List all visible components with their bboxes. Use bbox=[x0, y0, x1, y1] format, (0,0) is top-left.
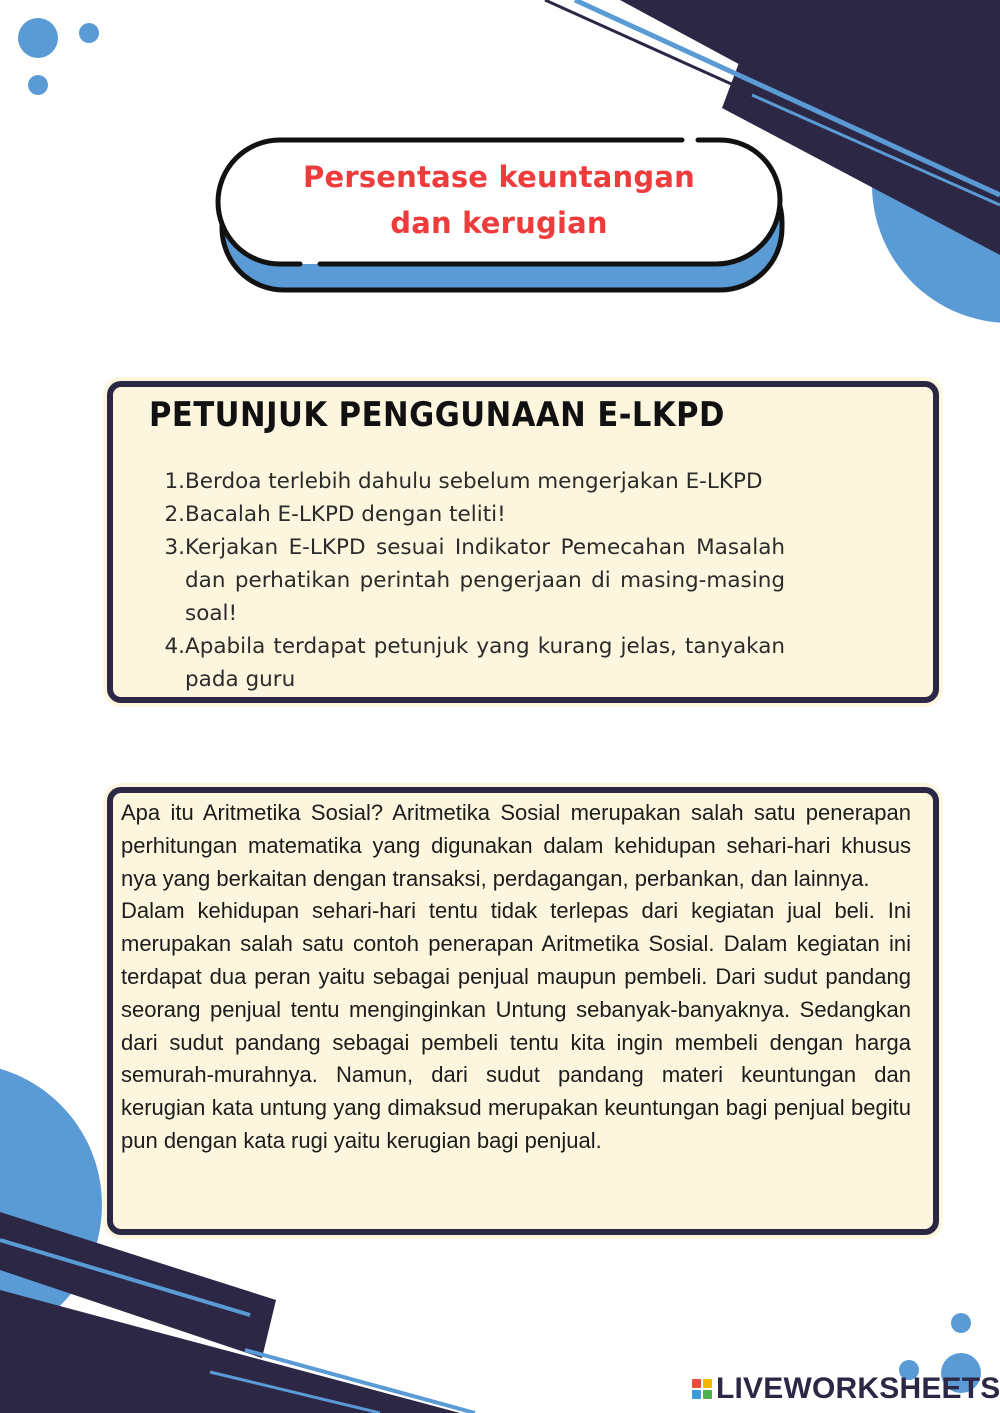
list-item-number: 2. bbox=[164, 502, 185, 527]
article-paragraph-2: Dalam kehidupan sehari-hari tentu tidak terlepas dari kegiatan jual beli. Ini merupakan salah satu contoh penerapan Aritmetika Sosial. Dalam kegiatan ini terdapat dua peran yaitu sebagai penjual maupun pembeli. Dari sudut pandang seorang penjual tentu menginginkan Untung sebanyak-banyaknya. Sedangkan dari sudut pandang sebagai pembeli tentu kita ingin membeli dengan harga semurah-murahnya. Namun, dari sudut pandang materi keuntungan dan kerugian kata untung yang dimaksud merupakan keuntungan bagi penjual begitu pun dengan kata rugi yaitu kerugian bagi penjual. bbox=[121, 898, 911, 1153]
list-item bbox=[155, 630, 785, 696]
dot-decoration bbox=[28, 75, 48, 95]
dot-decoration bbox=[951, 1313, 971, 1333]
list-item-text: Berdoa terlebih dahulu sebelum mengerjakan E-LKPD bbox=[185, 469, 763, 494]
list-item-number: 3. bbox=[164, 535, 185, 560]
instructions-heading: PETUNJUK PENGGUNAAN E-LKPD bbox=[149, 395, 725, 435]
article-panel bbox=[107, 787, 939, 1235]
list-item-text: Apabila terdapat petunjuk yang kurang jelas, tanyakan pada guru bbox=[185, 634, 785, 692]
list-item-number: 1. bbox=[164, 469, 185, 494]
instructions-list bbox=[155, 465, 785, 696]
liveworksheets-logo-icon bbox=[692, 1379, 712, 1399]
list-item bbox=[155, 531, 785, 630]
liveworksheets-brand[interactable] bbox=[692, 1372, 1000, 1406]
article-paragraph-1: Apa itu Aritmetika Sosial? Aritmetika Sosial merupakan salah satu penerapan perhitungan matematika yang digunakan dalam kehidupan sehari-hari khusus nya yang berkaitan dengan transaksi, perdagangan, perbankan, dan lainnya. bbox=[121, 800, 911, 891]
instructions-panel bbox=[107, 381, 939, 703]
list-item-text: Kerjakan E-LKPD sesuai Indikator Pemecahan Masalah dan perhatikan perintah pengerjaan di masing-masing soal! bbox=[185, 535, 785, 626]
list-item bbox=[155, 498, 785, 531]
brand-text: LIVEWORKSHEETS bbox=[716, 1372, 1000, 1405]
list-item-number: 4. bbox=[164, 634, 185, 659]
article-body bbox=[121, 797, 911, 1158]
list-item-text: Bacalah E-LKPD dengan teliti! bbox=[185, 502, 506, 527]
list-item bbox=[155, 465, 785, 498]
title-line-1: Persentase keuntangan bbox=[303, 160, 695, 194]
page-title bbox=[218, 138, 780, 262]
dot-decoration bbox=[79, 23, 99, 43]
title-line-2: dan kerugian bbox=[390, 206, 608, 240]
dot-decoration bbox=[18, 18, 58, 58]
